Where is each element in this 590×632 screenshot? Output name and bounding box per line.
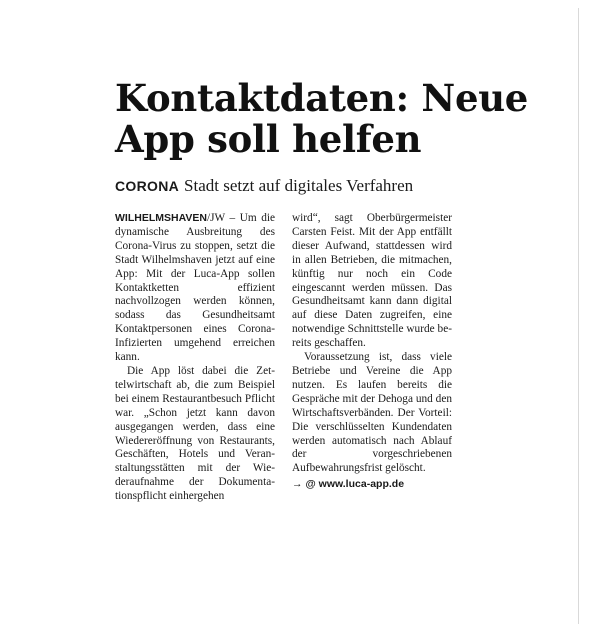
text-column-left — [115, 212, 275, 504]
dateline: WILHELMSHAVEN — [115, 212, 207, 224]
web-link[interactable] — [292, 478, 452, 492]
topic-kicker: CORONA — [115, 178, 180, 194]
author-tag: /JW – — [206, 212, 240, 224]
scan-edge-line — [578, 8, 579, 624]
article-subheadline — [115, 176, 413, 196]
headline-line-2: App soll helfen — [115, 117, 422, 161]
arrow-icon: → — [292, 478, 303, 491]
paragraph-text: Um die dynamische Ausbreitung des Corona-Virus zu stoppen, setzt die Stadt Wilhelmshaven jetzt auf eine App: Mit der Luca-App sollen Kontaktketten effizient nachvollzogen werden können, sodass das Gesundheitsamt Kontaktpersonen eines Corona-Infizierten umgehend erreichen kann. — [115, 212, 275, 364]
paragraph: Voraussetzung ist, dass viele Betriebe und Vereine die App nutzen. Es laufen bereits die Gespräche mit der Dehoga und den Wirtschaftsverbänden. Der Vorteil: Die verschlüsselten Kundendaten werden automatisch nach Ablauf der vorgeschriebenen Aufbewahrungsfrist gelöscht. — [292, 351, 452, 475]
subheadline-text: Stadt setzt auf digitales Verfahren — [184, 176, 414, 195]
paragraph: Die App löst dabei die Zettelwirtschaft ab, die zum Beispiel bei einem Restaurantbesuch Pflicht war. „Schon jetzt kann davon ausgegangen werden, dass eine Wiedereröffnung von Restaurants, Geschäften, Hotels und Veranstaltungsstätten mit der Wiederaufnahme der Dokumentationspflicht einhergehen — [115, 364, 275, 503]
paragraph: wird“, sagt Oberbürgermeister Carsten Feist. Mit der App entfällt dieser Aufwand, stattdessen wird in allen Betrieben, die mitmachen, künftig nur noch ein Code eingescannt werden müssen. Das Gesundheitsamt kann dann digital auf diese Daten zugreifen, eine notwendige Schnittstelle wurde bereits geschaffen. — [292, 212, 452, 350]
headline-line-1: Kontaktdaten: Neue — [115, 76, 529, 120]
article-headline — [115, 76, 529, 161]
link-text: @ www.luca-app.de — [305, 478, 405, 491]
paragraph — [115, 212, 275, 365]
text-column-right — [292, 212, 452, 492]
